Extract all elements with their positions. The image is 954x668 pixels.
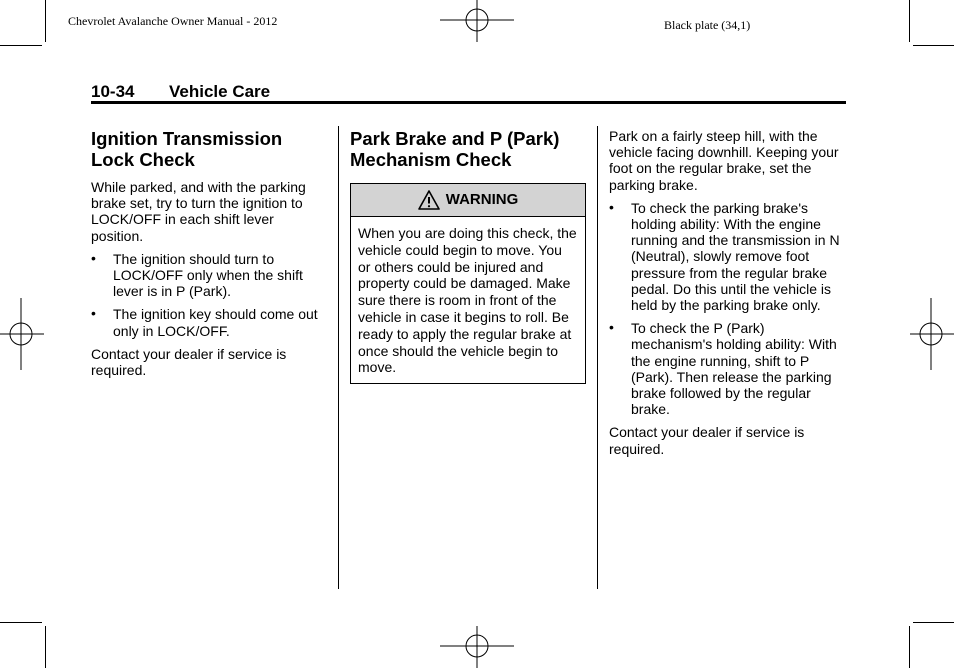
paragraph: Contact your dealer if service is required. [91, 345, 287, 379]
crop-mark [0, 45, 42, 46]
column-divider [338, 126, 339, 589]
registration-mark-icon [0, 298, 44, 370]
bullet-icon: • [91, 249, 96, 266]
paragraph: Contact your dealer if service is required. [609, 424, 805, 457]
heading-ignition-lock-check: Ignition Transmission Lock Check [91, 128, 283, 170]
warning-triangle-icon [418, 190, 440, 210]
crop-mark [913, 622, 954, 623]
crop-mark [909, 626, 910, 668]
heading-park-brake-check: Park Brake and P (Park) Mechanism Check [350, 128, 560, 170]
crop-mark [0, 622, 42, 623]
plate-label: Black plate (34,1) [664, 18, 751, 32]
header-rule [91, 101, 846, 104]
list-item [609, 200, 845, 313]
section-title: Vehicle Care [169, 82, 271, 101]
section-header [91, 82, 270, 102]
list-item-text: To check the parking brake's holding ability: With the engine running and the transmission in N (Neutral), slowly remove foot pressure from the regular brake pedal. Do this until the vehicle is held by the parking brake only. [631, 199, 840, 314]
column-3 [609, 128, 845, 464]
bullet-icon: • [91, 305, 96, 322]
warning-label: WARNING [445, 190, 519, 208]
crop-mark [909, 0, 910, 42]
warning-text: When you are doing this check, the vehicle could begin to move. You or others could be injured and property could be damaged. Make sure there is room in front of the vehicle in case it begins to roll. Be ready to apply the regular brake at once should the vehicle begin to move. [358, 225, 577, 376]
warning-box [350, 183, 586, 384]
registration-mark-icon [440, 626, 514, 668]
bullet-list [609, 200, 845, 418]
warning-header [351, 184, 585, 217]
list-item-text: The ignition should turn to LOCK/OFF only when the shift lever is in P (Park). [113, 250, 303, 300]
bullet-icon: • [609, 319, 614, 336]
list-item-text: To check the P (Park) mechanism's holding ability: With the engine running, shift to P (Park). Then release the parking brake followed by the regular brake. [631, 320, 837, 418]
crop-mark [45, 0, 46, 42]
list-item-text: The ignition key should come out only in LOCK/OFF. [113, 306, 318, 339]
registration-mark-icon [910, 298, 954, 370]
page-number: 10-34 [91, 82, 135, 101]
crop-mark [45, 626, 46, 668]
column-divider [597, 126, 598, 589]
paragraph: Park on a fairly steep hill, with the vehicle facing downhill. Keeping your foot on the regular brake, set the parking brake. [609, 128, 839, 193]
column-1 [91, 126, 323, 385]
bullet-list [91, 251, 323, 339]
bullet-icon: • [609, 198, 614, 215]
manual-title: Chevrolet Avalanche Owner Manual - 2012 [68, 14, 278, 28]
list-item [91, 306, 323, 338]
crop-mark [913, 45, 954, 46]
registration-mark-icon [440, 0, 514, 42]
list-item [609, 320, 845, 417]
paragraph: While parked, and with the parking brake set, try to turn the ignition to LOCK/OFF in each shift lever position. [91, 179, 306, 244]
list-item [91, 251, 323, 300]
column-2 [350, 126, 590, 384]
